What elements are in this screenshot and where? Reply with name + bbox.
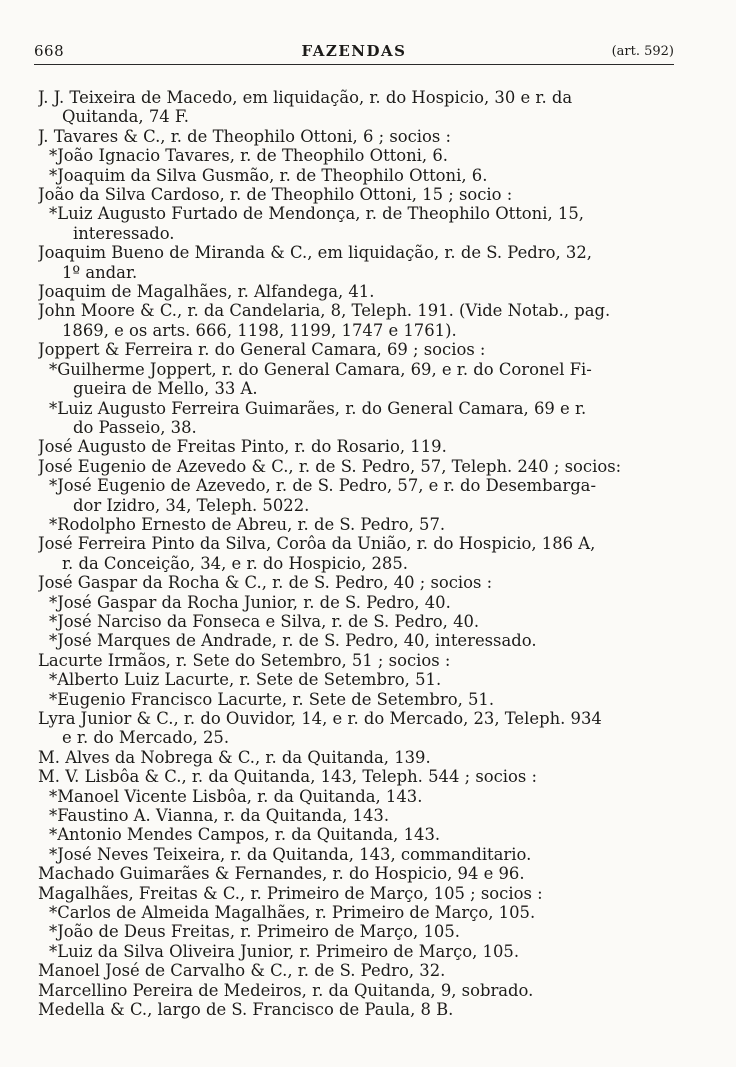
entry-line: *Carlos de Almeida Magalhães, r. Primeiro de Março, 105. — [49, 903, 536, 923]
entry-line: José Eugenio de Azevedo & C., r. de S. Pedro, 57, Teleph. 240 ; socios: — [38, 456, 622, 476]
entry-line: *José Eugenio de Azevedo, r. de S. Pedro, 57, e r. do Desembarga- — [49, 476, 596, 496]
firm-entry — [38, 282, 682, 301]
partner-entry — [38, 612, 682, 631]
entry-line: *Luiz Augusto Furtado de Mendonça, r. de Theophilo Ottoni, 15, — [49, 204, 584, 224]
firm-entry — [38, 573, 682, 592]
entry-line: J. J. Teixeira de Macedo, em liquidação, r. do Hospicio, 30 e r. da — [38, 88, 573, 107]
entry-line: *Faustino A. Vianna, r. da Quitanda, 143. — [49, 806, 390, 826]
entry-continuation-line: e r. do Mercado, 25. — [62, 728, 230, 748]
entry-line: José Gaspar da Rocha & C., r. de S. Pedro, 40 ; socios : — [38, 573, 493, 593]
firm-entry — [38, 767, 682, 786]
entry-line: Manoel José de Carvalho & C., r. de S. Pedro, 32. — [38, 961, 446, 981]
firm-entry — [38, 301, 682, 340]
entry-continuation-line: gueira de Mello, 33 A. — [73, 379, 258, 399]
partner-entry — [38, 787, 682, 806]
partner-entry — [38, 166, 682, 185]
section-title: FAZENDAS — [301, 42, 407, 60]
firm-entry — [38, 127, 682, 146]
firm-entry — [38, 651, 682, 670]
entry-continuation-line: do Passeio, 38. — [73, 417, 197, 437]
entry-continuation-line: 1869, e os arts. 666, 1198, 1199, 1747 e 1761). — [62, 320, 457, 340]
entry-line: J. Tavares & C., r. de Theophilo Ottoni, 6 ; socios : — [38, 126, 452, 146]
entry-line: M. Alves da Nobrega & C., r. da Quitanda, 139. — [38, 747, 431, 767]
entry-line: Lyra Junior & C., r. do Ouvidor, 14, e r. do Mercado, 23, Teleph. 934 — [38, 709, 602, 728]
partner-entry — [38, 399, 682, 438]
partner-entry — [38, 631, 682, 650]
firm-entry — [38, 1000, 682, 1019]
page-number: 668 — [34, 42, 65, 60]
partner-entry — [38, 922, 682, 941]
page-header — [34, 40, 674, 65]
firm-entry — [38, 185, 682, 204]
entry-line: Joppert & Ferreira r. do General Camara, 69 ; socios : — [38, 340, 486, 360]
entry-line: *José Gaspar da Rocha Junior, r. de S. Pedro, 40. — [49, 592, 451, 612]
entry-line: John Moore & C., r. da Candelaria, 8, Teleph. 191. (Vide Notab., pag. — [38, 301, 611, 321]
entry-continuation-line: Quitanda, 74 F. — [62, 107, 189, 127]
partner-entry — [38, 942, 682, 961]
entry-line: *Eugenio Francisco Lacurte, r. Sete de Setembro, 51. — [49, 689, 495, 709]
entry-line: *José Narciso da Fonseca e Silva, r. de S. Pedro, 40. — [49, 611, 480, 631]
firm-entry — [38, 88, 682, 127]
entry-line: *João Ignacio Tavares, r. de Theophilo Ottoni, 6. — [49, 146, 448, 166]
partner-entry — [38, 360, 682, 399]
entry-line: *José Neves Teixeira, r. da Quitanda, 143, commanditario. — [49, 844, 532, 864]
entry-line: Joaquim de Magalhães, r. Alfandega, 41. — [38, 282, 375, 302]
partner-entry — [38, 690, 682, 709]
firm-entry — [38, 981, 682, 1000]
entry-continuation-line: 1º andar. — [62, 262, 138, 282]
entry-line: Machado Guimarães & Fernandes, r. do Hospicio, 94 e 96. — [38, 864, 525, 884]
firm-entry — [38, 961, 682, 980]
partner-entry — [38, 903, 682, 922]
partner-entry — [38, 146, 682, 165]
firm-entry — [38, 884, 682, 903]
entry-line: Lacurte Irmãos, r. Sete do Setembro, 51 ; socios : — [38, 650, 451, 670]
firm-entry — [38, 437, 682, 456]
entry-line: *Guilherme Joppert, r. do General Camara, 69, e r. do Coronel Fi- — [49, 359, 592, 379]
partner-entry — [38, 845, 682, 864]
entry-line: Marcellino Pereira de Medeiros, r. da Quitanda, 9, sobrado. — [38, 980, 534, 1000]
partner-entry — [38, 670, 682, 689]
entry-line: *João de Deus Freitas, r. Primeiro de Março, 105. — [49, 922, 460, 942]
partner-entry — [38, 515, 682, 534]
entry-line: José Ferreira Pinto da Silva, Corôa da União, r. do Hospicio, 186 A, — [38, 534, 596, 554]
entry-continuation-line: interessado. — [73, 223, 175, 243]
partner-entry — [38, 806, 682, 825]
firm-entry — [38, 709, 682, 748]
entry-line: *Rodolpho Ernesto de Abreu, r. de S. Pedro, 57. — [49, 514, 446, 534]
partner-entry — [38, 593, 682, 612]
entry-line: *Luiz da Silva Oliveira Junior, r. Primeiro de Março, 105. — [49, 941, 520, 961]
entry-line: Joaquim Bueno de Miranda & C., em liquidação, r. de S. Pedro, 32, — [38, 243, 592, 263]
firm-entry — [38, 864, 682, 883]
partner-entry — [38, 204, 682, 243]
entry-line: *Luiz Augusto Ferreira Guimarães, r. do General Camara, 69 e r. — [49, 398, 587, 418]
entry-line: *Alberto Luiz Lacurte, r. Sete de Setembro, 51. — [49, 670, 442, 690]
partner-entry — [38, 476, 682, 515]
entry-line: *Manoel Vicente Lisbôa, r. da Quitanda, 143. — [49, 786, 423, 806]
entry-line: Magalhães, Freitas & C., r. Primeiro de Março, 105 ; socios : — [38, 883, 543, 903]
firm-entry — [38, 340, 682, 359]
firm-entry — [38, 534, 682, 573]
entry-line: Medella & C., largo de S. Francisco de Paula, 8 B. — [38, 1000, 454, 1020]
article-reference: (art. 592) — [611, 44, 674, 59]
entry-continuation-line: dor Izidro, 34, Teleph. 5022. — [73, 495, 310, 515]
firm-entry — [38, 243, 682, 282]
firm-entry — [38, 748, 682, 767]
entry-line: *Antonio Mendes Campos, r. da Quitanda, 143. — [49, 825, 441, 845]
entry-line: João da Silva Cardoso, r. de Theophilo Ottoni, 15 ; socio : — [38, 185, 513, 205]
entry-line: *José Marques de Andrade, r. de S. Pedro, 40, interessado. — [49, 631, 537, 651]
entry-line: M. V. Lisbôa & C., r. da Quitanda, 143, Teleph. 544 ; socios : — [38, 767, 538, 787]
entry-continuation-line: r. da Conceição, 34, e r. do Hospicio, 285. — [62, 553, 408, 573]
directory-listing — [38, 88, 682, 1020]
entry-line: José Augusto de Freitas Pinto, r. do Rosario, 119. — [38, 437, 447, 457]
firm-entry — [38, 457, 682, 476]
partner-entry — [38, 825, 682, 844]
entry-line: *Joaquim da Silva Gusmão, r. de Theophilo Ottoni, 6. — [49, 165, 488, 185]
